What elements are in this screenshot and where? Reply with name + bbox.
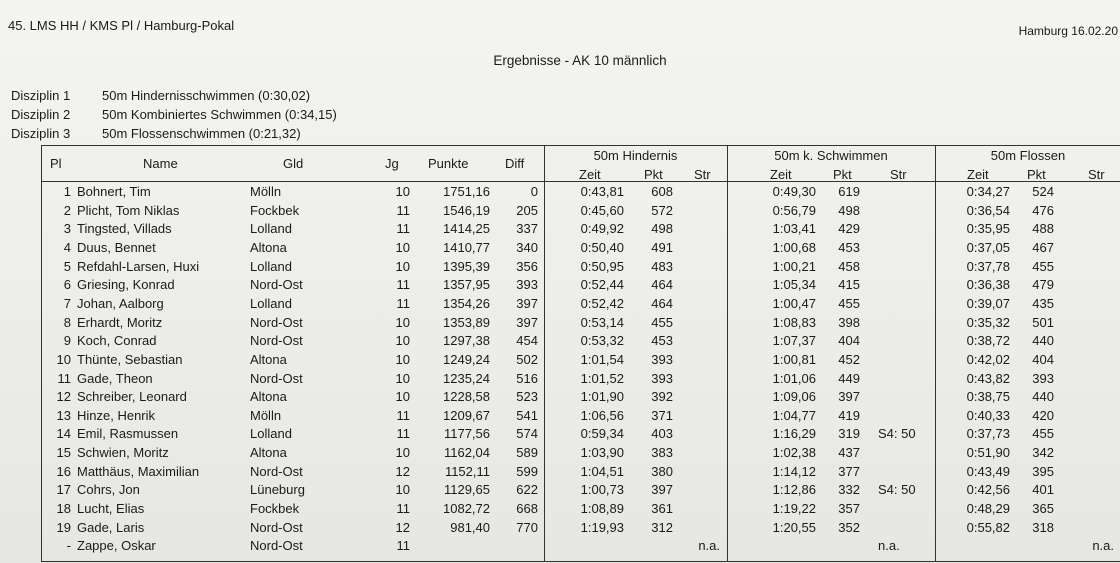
cell-p2: 419 (838, 407, 860, 423)
cell-p1: 572 (651, 202, 673, 218)
cell-pl: 6 (63, 277, 71, 293)
cell-z2: 1:07,37 (772, 333, 816, 349)
cell-p3: 476 (1032, 202, 1054, 218)
cell-gld: Lolland (250, 426, 292, 442)
cell-z2: 1:02,38 (772, 445, 816, 461)
cell-z3: 0:35,95 (966, 221, 1010, 237)
cell-jg: 10 (395, 482, 410, 498)
cell-p3: 342 (1032, 445, 1054, 461)
discipline-1 (11, 88, 310, 103)
cell-punkte: 1162,04 (443, 445, 490, 461)
table-row (42, 519, 1120, 538)
cell-punkte: 1410,77 (443, 239, 490, 255)
cell-z3: 0:37,78 (966, 258, 1010, 274)
group-header-hindernis: 50m Hindernis (593, 148, 678, 163)
cell-gld: Lolland (250, 295, 292, 311)
cell-gld: Nord-Ost (250, 519, 303, 535)
cell-punkte: 1546,19 (443, 202, 490, 218)
cell-z3: 0:42,02 (966, 351, 1010, 367)
cell-jg: 10 (395, 184, 410, 199)
cell-p2: 429 (838, 221, 860, 237)
cell-name: Duus, Bennet (77, 239, 156, 255)
cell-pl: 10 (56, 351, 71, 367)
cell-punkte: 1353,89 (443, 314, 490, 330)
cell-pl: 2 (63, 202, 71, 218)
cell-z1: 1:01,90 (580, 389, 624, 405)
cell-pl: 15 (56, 445, 71, 461)
cell-diff: 0 (530, 184, 538, 199)
cell-z1: 0:52,44 (580, 277, 624, 293)
cell-name: Plicht, Tom Niklas (77, 202, 180, 218)
cell-z1: 1:00,73 (580, 482, 624, 498)
cell-p2: 449 (838, 370, 860, 386)
discipline-label: Disziplin 3 (11, 126, 71, 141)
col-header-zeit: Zeit (967, 167, 989, 182)
col-header-pkt: Pkt (644, 167, 663, 182)
cell-name: Gade, Laris (77, 519, 145, 535)
cell-pl: 3 (63, 221, 71, 237)
cell-z3: 0:36,38 (966, 277, 1010, 293)
cell-diff: 397 (516, 314, 538, 330)
cell-pl: 9 (63, 333, 71, 349)
cell-name: Griesing, Konrad (77, 277, 175, 293)
cell-z1: 0:59,34 (580, 426, 624, 442)
cell-p1: 361 (651, 501, 673, 517)
table-row (42, 425, 1120, 444)
cell-jg: 10 (395, 258, 410, 274)
col-header-pkt: Pkt (1027, 167, 1046, 182)
cell-z3: 0:39,07 (966, 295, 1010, 311)
col-header-name: Name (143, 156, 178, 171)
group-header-kombiniert: 50m k. Schwimmen (774, 148, 888, 163)
cell-gld: Nord-Ost (250, 314, 303, 330)
col-header-zeit: Zeit (770, 167, 792, 182)
cell-pl: 5 (63, 258, 71, 274)
cell-punkte: 1235,24 (443, 370, 490, 386)
cell-diff: 523 (516, 389, 538, 405)
cell-z1: 0:53,14 (580, 314, 624, 330)
cell-p1: 371 (651, 407, 673, 423)
cell-p2: 397 (838, 389, 860, 405)
col-header-zeit: Zeit (579, 167, 601, 182)
cell-p1: 312 (651, 519, 673, 535)
cell-p2: 452 (838, 351, 860, 367)
col-header-gld: Gld (283, 156, 304, 171)
cell-punkte: 1751,16 (443, 184, 490, 199)
event-title: 45. LMS HH / KMS Pl / Hamburg-Pokal (8, 18, 235, 33)
cell-p2: 453 (838, 239, 860, 255)
cell-name: Tingsted, Villads (77, 221, 172, 237)
cell-z2: 1:12,86 (772, 482, 816, 498)
cell-gld: Nord-Ost (250, 333, 303, 349)
cell-p2: 498 (838, 202, 860, 218)
cell-z1: 1:06,56 (580, 407, 624, 423)
cell-p3: 404 (1032, 351, 1054, 367)
cell-p3: 488 (1032, 221, 1054, 237)
col-header-jg: Jg (385, 156, 399, 171)
cell-z2: 0:56,79 (772, 202, 816, 218)
cell-gld: Altona (250, 351, 287, 367)
cell-punkte: 1395,39 (443, 258, 490, 274)
cell-p2: 404 (838, 333, 860, 349)
table-row (42, 276, 1120, 295)
cell-diff: 393 (516, 277, 538, 293)
cell-z3: 0:34,27 (966, 184, 1010, 199)
cell-z2: 1:00,21 (772, 258, 816, 274)
cell-z1: 1:08,89 (580, 501, 624, 517)
cell-z1: 1:19,93 (580, 519, 624, 535)
discipline-2 (11, 107, 337, 122)
cell-p3: 395 (1032, 463, 1054, 479)
cell-pl: 14 (56, 426, 71, 442)
cell-jg: 11 (396, 295, 410, 311)
cell-p1: 464 (651, 295, 673, 311)
cell-diff: 770 (516, 519, 538, 535)
cell-p1: 380 (651, 463, 673, 479)
cell-z2: 1:08,83 (772, 314, 816, 330)
table-row (42, 463, 1120, 482)
col-header-pl: Pl (50, 156, 62, 171)
cell-pl: 4 (63, 239, 71, 255)
table-row (42, 537, 1120, 556)
table-row (42, 239, 1120, 258)
cell-name: Cohrs, Jon (77, 482, 140, 498)
cell-diff: 589 (516, 445, 538, 461)
cell-diff: 340 (516, 239, 538, 255)
cell-gld: Altona (250, 445, 287, 461)
cell-diff: 516 (516, 370, 538, 386)
cell-z3: 0:37,73 (966, 426, 1010, 442)
cell-z1: 0:43,81 (580, 184, 624, 199)
cell-gld: Fockbek (250, 202, 300, 218)
cell-pl: 18 (56, 501, 71, 517)
cell-name: Hinze, Henrik (77, 407, 156, 423)
cell-jg: 10 (395, 333, 410, 349)
cell-gld: Nord-Ost (250, 463, 303, 479)
cell-diff: 622 (516, 482, 538, 498)
cell-gld: Mölln (250, 407, 282, 423)
cell-s3: n.a. (1092, 538, 1114, 554)
cell-z2: 1:05,34 (772, 277, 816, 293)
discipline-text: 50m Flossenschwimmen (0:21,32) (102, 126, 301, 141)
cell-name: Zappe, Oskar (77, 538, 156, 554)
cell-gld: Altona (250, 239, 287, 255)
cell-jg: 11 (396, 277, 410, 293)
cell-p1: 383 (651, 445, 673, 461)
cell-name: Schreiber, Leonard (77, 389, 187, 405)
table-row (42, 370, 1120, 389)
cell-z2: 1:00,68 (772, 239, 816, 255)
col-header-punkte: Punkte (428, 156, 469, 171)
cell-p3: 420 (1032, 407, 1054, 423)
cell-z3: 0:43,82 (966, 370, 1010, 386)
cell-s2: n.a. (878, 538, 900, 554)
cell-pl: 13 (56, 407, 71, 423)
cell-p3: 501 (1032, 314, 1054, 330)
cell-pl: 16 (56, 463, 71, 479)
cell-z1: 0:50,95 (580, 258, 624, 274)
cell-z3: 0:48,29 (966, 501, 1010, 517)
cell-p2: 415 (838, 277, 860, 293)
cell-p1: 491 (651, 239, 673, 255)
cell-z3: 0:38,72 (966, 333, 1010, 349)
cell-z2: 1:09,06 (772, 389, 816, 405)
cell-p1: 393 (651, 370, 673, 386)
group-header-flossen: 50m Flossen (990, 148, 1066, 163)
cell-diff: 574 (516, 426, 538, 442)
cell-pl: 11 (57, 370, 71, 386)
cell-jg: 11 (396, 221, 410, 237)
cell-name: Refdahl-Larsen, Huxi (77, 258, 200, 274)
cell-punkte: 1152,11 (444, 463, 490, 479)
cell-jg: 11 (396, 202, 410, 218)
cell-z2: 1:00,47 (772, 295, 816, 311)
cell-z1: 0:49,92 (580, 221, 624, 237)
cell-z3: 0:40,33 (966, 407, 1010, 423)
cell-diff: 599 (516, 463, 538, 479)
cell-jg: 10 (395, 239, 410, 255)
cell-p3: 467 (1032, 239, 1054, 255)
cell-diff: 541 (516, 407, 538, 423)
cell-name: Schwien, Moritz (77, 445, 169, 461)
cell-pl: 1 (63, 184, 71, 199)
cell-p2: 619 (838, 184, 860, 199)
cell-gld: Altona (250, 389, 287, 405)
cell-p1: 397 (651, 482, 673, 498)
discipline-label: Disziplin 1 (11, 88, 71, 103)
cell-jg: 12 (395, 463, 410, 479)
table-row (42, 407, 1120, 426)
cell-name: Matthäus, Maximilian (77, 463, 200, 479)
cell-z2: 1:03,41 (772, 221, 816, 237)
table-row (42, 220, 1120, 239)
table-row (42, 500, 1120, 519)
cell-pl: 17 (56, 482, 71, 498)
cell-z2: 1:19,22 (772, 501, 816, 517)
cell-p1: 483 (651, 258, 673, 274)
cell-p3: 455 (1032, 426, 1054, 442)
cell-diff: 337 (516, 221, 538, 237)
cell-z1: 1:03,90 (580, 445, 624, 461)
cell-p3: 318 (1032, 519, 1054, 535)
cell-p3: 435 (1032, 295, 1054, 311)
table-row (42, 444, 1120, 463)
cell-p3: 365 (1032, 501, 1054, 517)
discipline-text: 50m Hindernisschwimmen (0:30,02) (102, 88, 311, 103)
cell-p2: 437 (838, 445, 860, 461)
cell-z1: 0:53,32 (580, 333, 624, 349)
col-header-str: Str (1088, 167, 1105, 182)
cell-z3: 0:51,90 (966, 445, 1010, 461)
table-row (42, 351, 1120, 370)
cell-name: Thünte, Sebastian (77, 351, 183, 367)
cell-gld: Lüneburg (250, 482, 305, 498)
cell-punkte: 1414,25 (443, 221, 490, 237)
cell-jg: 10 (395, 314, 410, 330)
cell-pl: 7 (63, 295, 71, 311)
cell-punkte: 1082,72 (443, 501, 490, 517)
cell-z1: 0:50,40 (580, 239, 624, 255)
cell-p1: 464 (651, 277, 673, 293)
cell-jg: 12 (395, 519, 410, 535)
cell-z2: 1:00,81 (772, 351, 816, 367)
cell-punkte: 1209,67 (443, 407, 490, 423)
col-header-str: Str (890, 167, 907, 182)
cell-jg: 11 (396, 538, 410, 554)
cell-punkte: 1354,26 (443, 295, 490, 311)
cell-z2: 1:14,12 (772, 463, 816, 479)
table-row (42, 388, 1120, 407)
cell-p2: 458 (838, 258, 860, 274)
cell-z3: 0:38,75 (966, 389, 1010, 405)
cell-z2: 1:01,06 (772, 370, 816, 386)
cell-p1: 393 (651, 351, 673, 367)
cell-z3: 0:36,54 (966, 202, 1010, 218)
cell-gld: Nord-Ost (250, 370, 303, 386)
cell-diff: 356 (516, 258, 538, 274)
cell-z2: 1:04,77 (772, 407, 816, 423)
cell-gld: Fockbek (250, 501, 300, 517)
col-header-str: Str (694, 167, 711, 182)
cell-p3: 479 (1032, 277, 1054, 293)
cell-jg: 10 (395, 445, 410, 461)
cell-p2: 352 (838, 519, 860, 535)
cell-p3: 393 (1032, 370, 1054, 386)
cell-z2: 1:16,29 (772, 426, 816, 442)
cell-diff: 454 (516, 333, 538, 349)
col-header-pkt: Pkt (833, 167, 852, 182)
table-row (42, 258, 1120, 277)
cell-name: Koch, Conrad (77, 333, 157, 349)
cell-z1: 1:04,51 (580, 463, 624, 479)
page-title: Ergebnisse - AK 10 männlich (493, 53, 667, 68)
cell-punkte: 1297,38 (443, 333, 490, 349)
cell-p3: 401 (1032, 482, 1054, 498)
cell-diff: 205 (516, 202, 538, 218)
cell-p1: 453 (651, 333, 673, 349)
cell-jg: 11 (396, 407, 410, 423)
cell-p2: 377 (838, 463, 860, 479)
cell-p1: 498 (651, 221, 673, 237)
cell-z1: 0:52,42 (580, 295, 624, 311)
cell-z2: 1:20,55 (772, 519, 816, 535)
discipline-3 (11, 126, 301, 141)
cell-name: Emil, Rasmussen (77, 426, 179, 442)
cell-gld: Nord-Ost (250, 538, 303, 554)
cell-p2: 319 (838, 426, 860, 442)
cell-z3: 0:35,32 (966, 314, 1010, 330)
cell-punkte: 1129,65 (443, 482, 490, 498)
cell-diff: 502 (516, 351, 538, 367)
cell-gld: Mölln (250, 184, 282, 199)
cell-p2: 357 (838, 501, 860, 517)
cell-p1: 392 (651, 389, 673, 405)
cell-s1: n.a. (698, 538, 720, 554)
table-row (42, 183, 1120, 202)
cell-pl: 12 (56, 389, 71, 405)
cell-name: Johan, Aalborg (77, 295, 164, 311)
cell-p3: 440 (1032, 389, 1054, 405)
table-row (42, 332, 1120, 351)
cell-z3: 0:42,56 (966, 482, 1010, 498)
cell-jg: 10 (395, 370, 410, 386)
cell-s2: S4: 50 (878, 426, 916, 442)
cell-p2: 332 (838, 482, 860, 498)
cell-p3: 455 (1032, 258, 1054, 274)
cell-p3: 524 (1032, 184, 1054, 199)
cell-gld: Lolland (250, 221, 292, 237)
cell-z3: 0:55,82 (966, 519, 1010, 535)
cell-pl: 8 (63, 314, 71, 330)
cell-punkte: 1177,56 (443, 426, 490, 442)
cell-z1: 0:45,60 (580, 202, 624, 218)
cell-punkte: 1357,95 (443, 277, 490, 293)
results-table (41, 145, 1120, 562)
cell-p3: 440 (1032, 333, 1054, 349)
col-header-diff: Diff (505, 156, 525, 171)
cell-z1: 1:01,52 (580, 370, 624, 386)
cell-name: Bohnert, Tim (77, 184, 151, 199)
place-date: Hamburg 16.02.20 (1018, 24, 1118, 38)
discipline-text: 50m Kombiniertes Schwimmen (0:34,15) (102, 107, 337, 122)
table-row (42, 295, 1120, 314)
cell-p2: 398 (838, 314, 860, 330)
cell-p2: 455 (838, 295, 860, 311)
cell-punkte: 981,40 (450, 519, 490, 535)
cell-z1: 1:01,54 (580, 351, 624, 367)
discipline-label: Disziplin 2 (11, 107, 71, 122)
cell-pl: - (66, 538, 71, 554)
table-row (42, 481, 1120, 500)
cell-z2: 0:49,30 (772, 184, 816, 199)
table-row (42, 314, 1120, 333)
cell-punkte: 1228,58 (443, 389, 490, 405)
cell-z3: 0:43,49 (966, 463, 1010, 479)
cell-name: Erhardt, Moritz (77, 314, 163, 330)
cell-s2: S4: 50 (878, 482, 916, 498)
cell-diff: 668 (516, 501, 538, 517)
cell-jg: 11 (396, 426, 410, 442)
cell-jg: 10 (395, 351, 410, 367)
cell-gld: Lolland (250, 258, 292, 274)
cell-name: Lucht, Elias (77, 501, 145, 517)
cell-punkte: 1249,24 (443, 351, 490, 367)
cell-diff: 397 (516, 295, 538, 311)
cell-pl: 19 (56, 519, 71, 535)
cell-p1: 455 (651, 314, 673, 330)
cell-p1: 608 (651, 184, 673, 199)
cell-name: Gade, Theon (77, 370, 153, 386)
cell-jg: 10 (395, 389, 410, 405)
cell-gld: Nord-Ost (250, 277, 303, 293)
table-row (42, 202, 1120, 221)
cell-jg: 11 (396, 501, 410, 517)
cell-p1: 403 (651, 426, 673, 442)
cell-z3: 0:37,05 (966, 239, 1010, 255)
